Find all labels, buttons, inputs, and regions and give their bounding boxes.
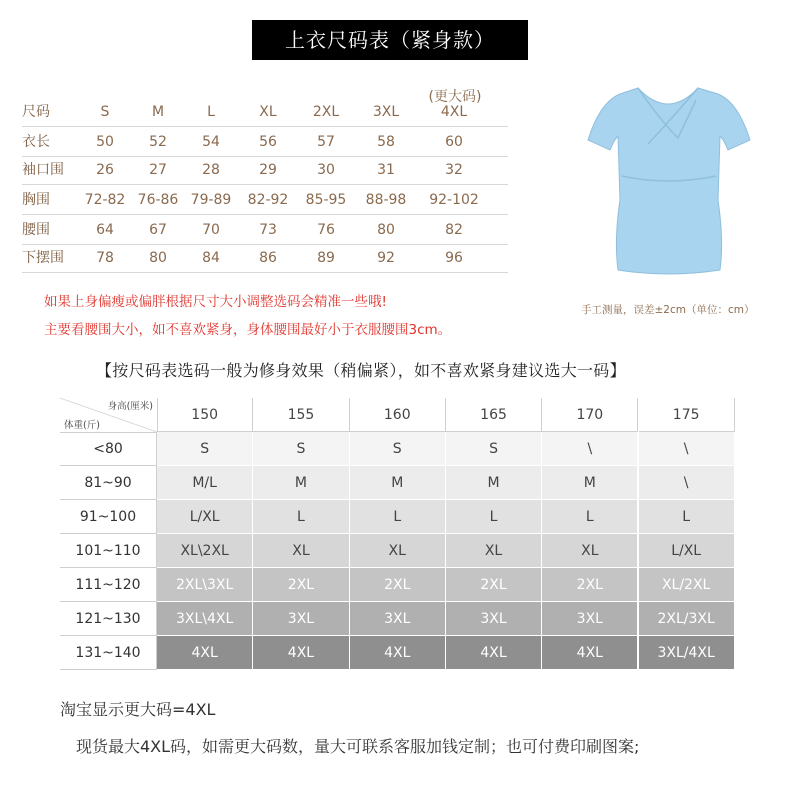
size-cell: 54: [202, 134, 220, 150]
size-recommendation-cell: \: [639, 466, 735, 500]
size-recommendation-cell: 4XL: [253, 636, 349, 670]
size-row-label: 胸围: [22, 192, 50, 208]
weight-header-cell: 91~100: [60, 500, 157, 534]
grid-corner-header: [60, 398, 158, 433]
size-cell: 57: [317, 134, 335, 150]
size-cell: 84: [202, 250, 220, 266]
size-cell: 92-102: [429, 192, 479, 208]
height-header-cell: 155: [253, 398, 349, 432]
size-recommendation-cell: S: [253, 432, 349, 466]
size-recommendation-cell: 2XL\3XL: [157, 568, 253, 602]
size-recommendation-cell: M: [350, 466, 446, 500]
size-recommendation-cell: L: [350, 500, 446, 534]
height-axis-label: 身高(厘米): [107, 401, 153, 412]
size-recommendation-cell: XL: [542, 534, 638, 568]
size-recommendation-cell: S: [446, 432, 542, 466]
height-header-cell: 165: [446, 398, 542, 432]
size-recommendation-cell: 2XL: [542, 568, 638, 602]
size-recommendation-cell: L/XL: [157, 500, 253, 534]
size-cell: 60: [445, 134, 463, 150]
size-recommendation-cell: L/XL: [639, 534, 735, 568]
size-cell: 85-95: [305, 192, 347, 208]
size-row: [22, 244, 508, 273]
size-recommendation-cell: \: [639, 432, 735, 466]
larger-size-note: (更大码): [428, 89, 482, 105]
weight-header-cell: 121~130: [60, 602, 157, 636]
size-cell: 76-86: [137, 192, 179, 208]
size-cell: 26: [96, 162, 114, 178]
size-recommendation-cell: S: [157, 432, 253, 466]
size-recommendation-cell: 2XL: [350, 568, 446, 602]
size-recommendation-cell: S: [350, 432, 446, 466]
size-recommendation-cell: 4XL: [446, 636, 542, 670]
size-cell: 29: [259, 162, 277, 178]
size-recommendation-cell: 3XL: [350, 602, 446, 636]
size-row: [22, 98, 508, 127]
size-recommendation-cell: 4XL: [157, 636, 253, 670]
size-recommendation-cell: XL: [446, 534, 542, 568]
size-row: [22, 216, 508, 245]
size-recommendation-cell: 4XL: [350, 636, 446, 670]
size-cell: 96: [445, 250, 463, 266]
size-cell: 92: [377, 250, 395, 266]
size-cell: 3XL: [372, 104, 400, 120]
weight-header-cell: 131~140: [60, 636, 157, 670]
size-recommendation-cell: 3XL: [446, 602, 542, 636]
size-cell: 58: [377, 134, 395, 150]
size-cell: M: [151, 104, 165, 120]
measurement-note: 手工测量，误差±2cm（单位：cm）: [581, 304, 755, 316]
size-cell: 89: [317, 250, 335, 266]
size-recommendation-cell: 4XL: [542, 636, 638, 670]
size-cell: 28: [202, 162, 220, 178]
size-row: [22, 128, 508, 157]
size-recommendation-cell: 2XL/3XL: [639, 602, 735, 636]
size-cell: 73: [259, 222, 277, 238]
size-recommendation-cell: 3XL: [253, 602, 349, 636]
size-row: [22, 186, 508, 215]
size-recommendation-cell: M: [542, 466, 638, 500]
size-cell: 86: [259, 250, 277, 266]
size-cell: 79-89: [190, 192, 232, 208]
size-cell: L: [207, 104, 215, 120]
size-cell: 2XL: [312, 104, 340, 120]
size-recommendation-cell: XL\2XL: [157, 534, 253, 568]
size-cell: 67: [149, 222, 167, 238]
size-cell: 32: [445, 162, 463, 178]
max-size-note: 淘宝显示更大码=4XL: [60, 700, 216, 719]
size-cell: XL: [259, 104, 277, 120]
size-recommendation-cell: XL: [253, 534, 349, 568]
size-cell: 31: [377, 162, 395, 178]
height-header-cell: 150: [157, 398, 253, 432]
size-cell: 82-92: [247, 192, 289, 208]
fit-tip-1: 如果上身偏瘦或偏胖根据尺寸大小调整选码会精准一些哦!: [44, 294, 387, 310]
size-recommendation-cell: 3XL\4XL: [157, 602, 253, 636]
size-cell: 30: [317, 162, 335, 178]
height-header-cell: 175: [639, 398, 735, 432]
weight-header-cell: 111~120: [60, 568, 157, 602]
size-cell: 80: [377, 222, 395, 238]
size-cell: 50: [96, 134, 114, 150]
size-recommendation-cell: XL: [350, 534, 446, 568]
size-recommendation-cell: 2XL: [253, 568, 349, 602]
size-row-label: 袖口围: [22, 162, 64, 178]
size-recommendation-cell: 2XL: [446, 568, 542, 602]
weight-header-cell: <80: [60, 432, 157, 466]
size-row: [22, 156, 508, 185]
size-cell: 88-98: [365, 192, 407, 208]
height-header-cell: 160: [350, 398, 446, 432]
size-recommendation-cell: XL/2XL: [639, 568, 735, 602]
size-recommendation-cell: 3XL/4XL: [639, 636, 735, 670]
weight-header-cell: 81~90: [60, 466, 157, 500]
size-recommendation-cell: L: [253, 500, 349, 534]
size-cell: 70: [202, 222, 220, 238]
weight-header-cell: 101~110: [60, 534, 157, 568]
size-recommendation-cell: 3XL: [542, 602, 638, 636]
size-cell: 78: [96, 250, 114, 266]
size-recommendation-cell: M: [253, 466, 349, 500]
size-recommendation-cell: M/L: [157, 466, 253, 500]
size-cell: S: [100, 104, 110, 120]
height-header-cell: 170: [542, 398, 638, 432]
size-cell: 4XL: [440, 104, 468, 120]
size-recommendation-cell: M: [446, 466, 542, 500]
size-cell: 82: [445, 222, 463, 238]
weight-axis-label: 体重(斤): [64, 420, 100, 431]
size-row-label: 腰围: [22, 222, 50, 238]
size-recommendation-cell: L: [446, 500, 542, 534]
size-cell: 72-82: [84, 192, 126, 208]
size-cell: 27: [149, 162, 167, 178]
size-row-label: 衣长: [22, 134, 50, 150]
fit-tip-2: 主要看腰围大小，如不喜欢紧身，身体腰围最好小于衣服腰围3cm。: [44, 322, 452, 338]
custom-order-note: 现货最大4XL码，如需更大码数，量大可联系客服加钱定制；也可付费印刷图案;: [76, 737, 640, 756]
size-recommendation-cell: L: [542, 500, 638, 534]
size-cell: 64: [96, 222, 114, 238]
size-recommendation-cell: L: [639, 500, 735, 534]
sizing-advice: 【按尺码表选码一般为修身效果（稍偏紧），如不喜欢紧身建议选大一码】: [96, 361, 626, 380]
size-row-label: 尺码: [22, 104, 50, 120]
size-recommendation-cell: \: [542, 432, 638, 466]
size-cell: 76: [317, 222, 335, 238]
page-title: 上衣尺码表（紧身款）: [252, 20, 528, 60]
size-cell: 52: [149, 134, 167, 150]
size-cell: 56: [259, 134, 277, 150]
tshirt-product-image: [578, 80, 758, 278]
size-cell: 80: [149, 250, 167, 266]
size-row-label: 下摆围: [22, 250, 64, 266]
